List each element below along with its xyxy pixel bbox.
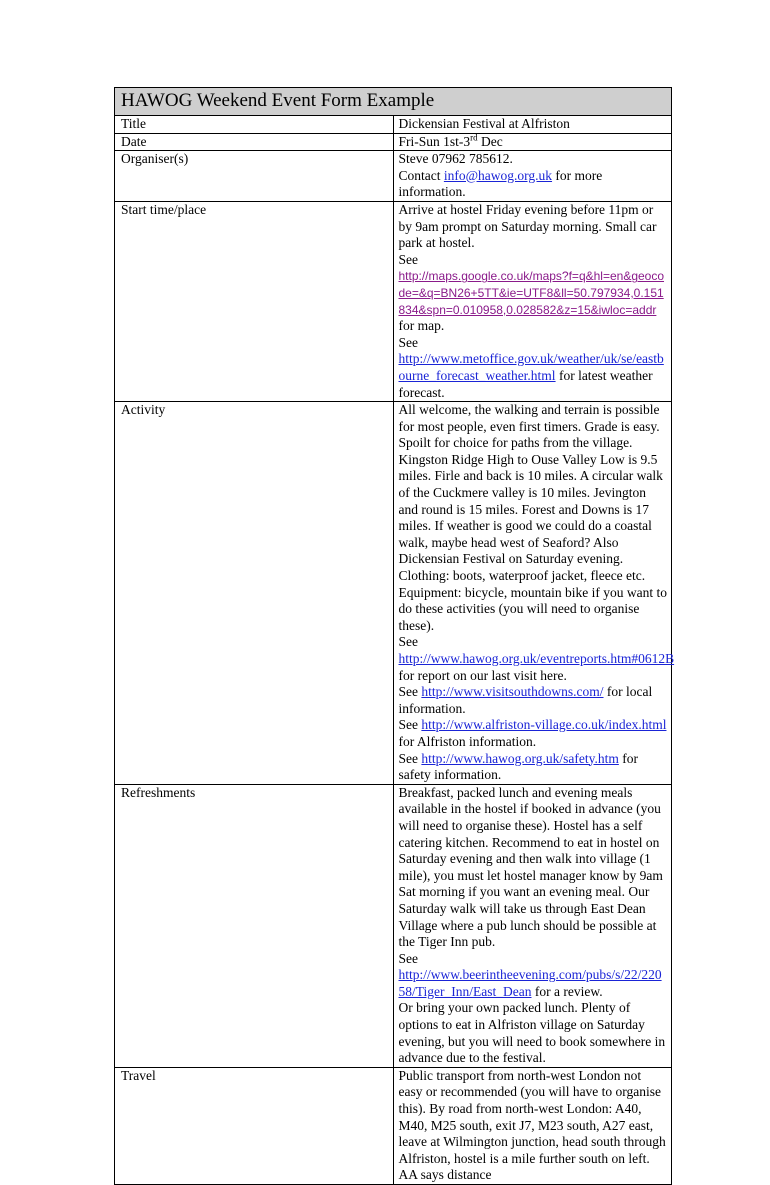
refreshments-label: Refreshments [115, 784, 394, 1067]
activity-see4-suffix: for safety information. [398, 750, 638, 783]
organiser-contact-suffix: for more information. [398, 167, 603, 200]
start-see-map: See [398, 251, 418, 267]
date-value-ordinal: rd [470, 132, 478, 143]
organiser-contact-prefix: Contact [398, 167, 444, 183]
activity-see-report [398, 634, 675, 684]
title-label: Title [115, 116, 394, 134]
start-weather-line [399, 351, 668, 401]
travel-row [115, 1067, 672, 1184]
activity-safety-link[interactable]: http://www.hawog.org.uk/safety.htm [421, 750, 619, 766]
start-text: Arrive at hostel Friday evening before 11pm or by 9am prompt on Saturday morning. Small car park at hostel. [398, 201, 657, 251]
date-row [115, 133, 672, 151]
activity-see1-prefix: See [398, 634, 418, 650]
start-weather-link[interactable]: http://www.metoffice.gov.uk/weather/uk/se/eastbourne_forecast_weather.html [398, 351, 664, 383]
date-value-main: Fri-Sun 1st-3 [398, 133, 471, 149]
event-form-table [114, 87, 675, 1185]
refreshments-text2: Or bring your own packed lunch. Plenty of options to eat in Alfriston village on Saturday evening, but you will need to book somewhere in advance due to the festival. [398, 1000, 666, 1066]
start-weather-suffix: for latest weather forecast. [398, 367, 653, 400]
activity-see3-suffix: for Alfriston information. [398, 733, 537, 749]
organiser-row [115, 151, 672, 202]
activity-report-link[interactable]: http://www.hawog.org.uk/eventreports.htm#0612B [398, 651, 675, 666]
start-map-link[interactable]: http://maps.google.co.uk/maps?f=q&hl=en&geocode=&q=BN26+5TT&ie=UTF8&ll=50.797934,0.151834&spn=0.010958,0.028582&z=15&iwloc=addr [398, 269, 665, 317]
activity-see-local [399, 684, 668, 717]
activity-row [115, 402, 672, 785]
date-value-month: Dec [477, 133, 503, 149]
activity-see-safety [399, 751, 668, 784]
refreshments-review-link[interactable]: http://www.beerintheevening.com/pubs/s/22/22058/Tiger_Inn/East_Dean [398, 967, 662, 999]
organiser-contact [399, 168, 668, 201]
activity-value [393, 402, 675, 785]
start-value [393, 201, 672, 401]
refreshments-link-line [399, 967, 668, 1000]
refreshments-see: See [398, 950, 418, 966]
start-see-weather: See [398, 334, 418, 350]
form-title: HAWOG Weekend Event Form Example [115, 88, 672, 116]
start-map-suffix: for map. [398, 318, 445, 334]
form-title-row [115, 88, 672, 116]
start-row [115, 201, 672, 401]
start-label: Start time/place [115, 201, 394, 401]
organiser-label: Organiser(s) [115, 151, 394, 202]
refreshments-row [115, 784, 672, 1067]
organiser-value [393, 151, 672, 202]
refreshments-value [393, 784, 672, 1067]
travel-label: Travel [115, 1067, 394, 1184]
title-row [115, 116, 672, 134]
activity-alfriston-link[interactable]: http://www.alfriston-village.co.uk/index.html [421, 717, 667, 733]
activity-label: Activity [115, 402, 394, 785]
activity-see1-suffix: for report on our last visit here. [398, 667, 567, 683]
activity-local-link[interactable]: http://www.visitsouthdowns.com/ [421, 684, 604, 700]
activity-see2-suffix: for local information. [398, 684, 653, 716]
date-label: Date [115, 133, 394, 151]
activity-see2-prefix: See [398, 684, 422, 700]
activity-see4-prefix: See [398, 750, 422, 766]
activity-text: All welcome, the walking and terrain is possible for most people, even first timers. Grade is easy. Spoilt for choice for paths from the village. Kingston Ridge High to Ouse Valley Low is 9.5 miles. Firle and back is 10 miles. A circular walk of the Cuckmere valley is 10 miles. Jevington and round is 15 miles. Forest and Downs is 17 miles. If weather is good we could do a coastal walk, maybe head west of Seaford? Also Dickensian Festival on Saturday evening. Clothing: boots, waterproof jacket, fleece etc. Equipment: bicycle, mountain bike if you want to do these activities (you will need to organise these). [398, 402, 667, 633]
start-map-line [399, 268, 668, 334]
organiser-email-link[interactable]: info@hawog.org.uk [443, 167, 553, 183]
activity-see-alfriston [399, 717, 668, 750]
travel-value: Public transport from north-west London not easy or recommended (you will have to organise this). By road from north-west London: A40, M40, M25 south, exit J7, M23 south, A27 east, leave at Wilmington junction, head south through Alfriston, hostel is a mile further south on left. AA says distance [393, 1067, 672, 1184]
date-value [393, 133, 672, 151]
refreshments-text: Breakfast, packed lunch and evening meals available in the hostel if booked in advance (you will need to organise these). Hostel has a self catering kitchen. Recommend to eat in hostel on Saturday evening and then walk into village (1 mile), you must let hostel manager know by 9am Sat morning if you want an evening meal. Our Saturday walk will take us through East Dean Village where a pub lunch should be possible at the Tiger Inn pub. [398, 784, 663, 950]
title-value: Dickensian Festival at Alfriston [393, 116, 672, 134]
organiser-phone: Steve 07962 785612. [398, 151, 513, 167]
activity-see3-prefix: See [398, 717, 422, 733]
refreshments-link-suffix: for a review. [531, 983, 603, 999]
